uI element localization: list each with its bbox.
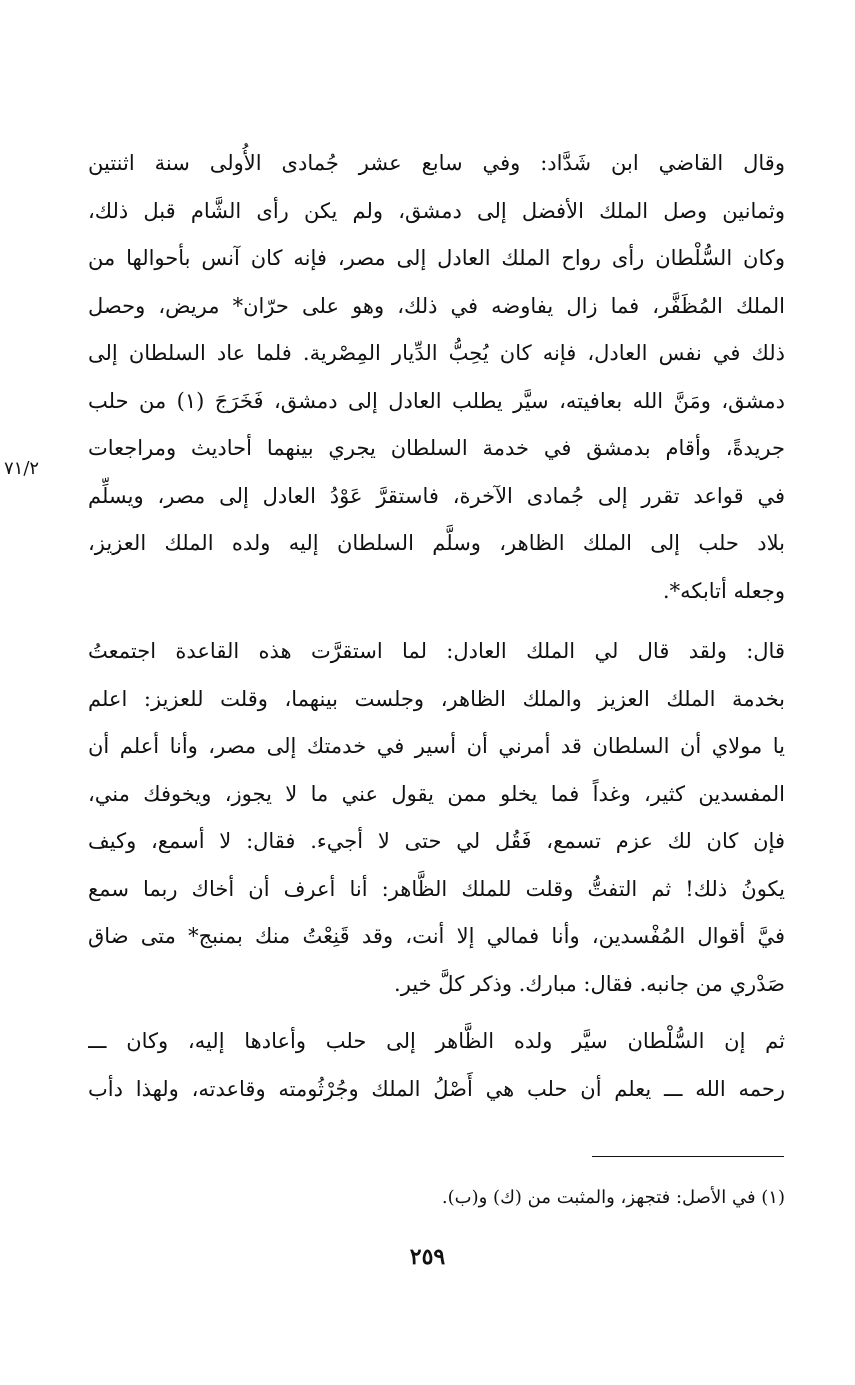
margin-reference: ٧١/٢ (4, 458, 40, 479)
text-line: في قواعد تقرر إلى جُمادى الآخرة، فاستقرَّ عَوْدُ العادل إلى مصر، ويسلِّم (88, 483, 785, 508)
text-line: المفسدين كثير، وغداً فما يخلو ممن يقول عني ما لا يجوز، ويخوفك مني، (88, 781, 785, 806)
text-line: بلاد حلب إلى الملك الظاهر، وسلَّم السلطان إليه ولده الملك العزيز، (88, 531, 785, 555)
text-line: يا مولاي أن السلطان قد أمرني أن أسير في خدمتك إلى مصر، وأنا أعلم أن (88, 734, 785, 758)
text-line: وكان السُّلْطان رأى رواح الملك العادل إلى مصر، فإنه كان آنس بأحوالها من (88, 246, 785, 270)
text-line: قال: ولقد قال لي الملك العادل: لما استقرَّت هذه القاعدة اجتمعتُ (88, 639, 785, 663)
text-line: بخدمة الملك العزيز والملك الظاهر، وجلست بينهما، وقلت للعزيز: اعلم (88, 686, 785, 711)
footnote: (١) في الأصل: فتجهز، والمثبت من (ك) و(ب). (441, 1187, 785, 1208)
text-line: صَدْري من جانبه. فقال: مبارك. وذكر كلَّ خير. (394, 971, 785, 996)
text-line: جريدةً، وأقام بدمشق في خدمة السلطان يجري بينهما أحاديث ومراجعات (88, 436, 785, 460)
text-line: وقال القاضي ابن شَدَّاد: وفي سابع عشر جُمادى الأُولى سنة اثنتين (88, 151, 785, 175)
text-line: وجعله أتابكه*. (662, 578, 785, 603)
text-line: يكونُ ذلك! ثم التفتُّ وقلت للملك الظَّاهر: أنا أعرف أن أخاك ربما سمع (88, 876, 785, 901)
text-line: وثمانين وصل الملك الأفضل إلى دمشق، ولم يكن رأى الشَّام قبل ذلك، (88, 198, 785, 223)
text-line: فإن كان لك عزم تسمع، فَقُل لي حتى لا أجيء. فقال: لا أسمع، وكيف (88, 829, 785, 853)
text-line: دمشق، ومَنَّ الله بعافيته، سيَّر يطلب العادل إلى دمشق، فَخَرَجَ (١) من حلب (88, 388, 785, 413)
text-line: ذلك في نفس العادل، فإنه كان يُحِبُّ الدِّيار المِصْرية. فلما عاد السلطان إلى (88, 341, 785, 365)
paragraph-3 (88, 1018, 785, 1113)
paragraph-2 (88, 628, 785, 1008)
page-number: ٢٥٩ (409, 1244, 446, 1270)
text-line: رحمه الله ـــ يعلم أن حلب هي أَصْلُ الملك وجُرْثُومته وقاعدته، ولهذا دأب (88, 1076, 785, 1101)
footnote-divider (592, 1156, 784, 1157)
text-line: ثم إن السُّلْطان سيَّر ولده الظَّاهر إلى حلب وأعادها إليه، وكان ـــ (88, 1029, 785, 1053)
text-line: الملك المُظَفَّر، فما زال يفاوضه في ذلك، وهو على حرّان* مريض، وحصل (88, 293, 785, 318)
text-line: فيَّ أقوال المُفْسدين، وأنا فمالي إلا أنت، وقد قَنِعْتُ منك بمنبج* متى ضاق (88, 924, 785, 948)
paragraph-1 (88, 140, 785, 615)
